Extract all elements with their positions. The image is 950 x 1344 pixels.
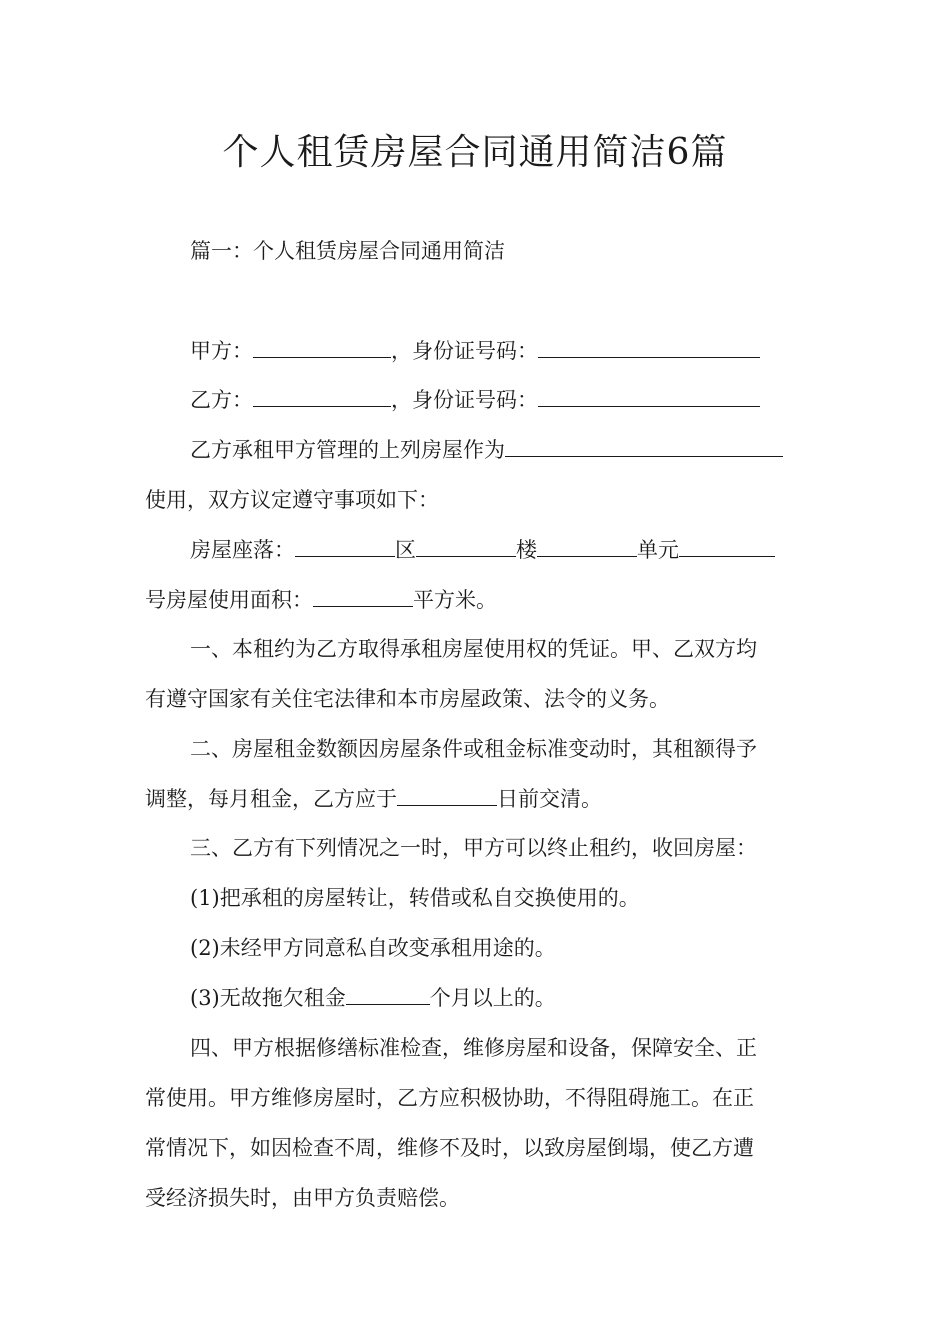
clause-2-line-1: 二、房屋租金数额因房屋条件或租金标准变动时，其租额得予 [190,737,757,761]
usage-line-2: 使用，双方议定遵守事项如下： [145,488,439,512]
arrears-text: (3)无故拖欠租金 [190,986,346,1010]
location-label: 房屋座落： [190,538,295,562]
arrears-months-blank [346,984,430,1005]
party-a-id-blank [538,337,760,358]
document-title: 个人租赁房屋合同通用简洁6篇 [222,132,728,173]
clause-3-item-2: (2)未经甲方同意私自改变承租用途的。 [190,936,556,960]
party-b-id-blank [538,386,760,407]
party-b-label: 乙方： [190,388,253,412]
clause-3-line-1: 三、乙方有下列情况之一时，甲方可以终止租约，收回房屋： [190,836,757,860]
room-number-blank [679,536,775,557]
clause-4-line-3: 常情况下，如因检查不周，维修不及时，以致房屋倒塌，使乙方遭 [145,1136,754,1160]
clause-3-item-3 [190,983,810,1013]
party-a-name-blank [253,337,391,358]
district-label: 区 [395,538,416,562]
area-unit: 平方米。 [413,588,497,612]
area-label: 号房屋使用面积： [145,588,313,612]
location-line-2 [145,585,810,615]
usage-text: 乙方承租甲方管理的上列房屋作为 [190,438,505,462]
rent-due-suffix: 日前交清。 [497,787,602,811]
building-blank [416,536,516,557]
area-blank [313,586,413,607]
unit-label: 单元 [637,538,679,562]
unit-blank [537,536,637,557]
clause-1-line-1: 一、本租约为乙方取得承租房屋使用权的凭证。甲、乙双方均 [190,637,757,661]
party-b-line [190,385,810,415]
location-line-1 [190,535,810,565]
party-a-id-label: ，身份证号码： [391,339,538,363]
arrears-suffix: 个月以上的。 [429,986,556,1010]
clause-4-line-1: 四、甲方根据修缮标准检查，维修房屋和设备，保障安全、正 [190,1036,757,1060]
district-blank [295,536,395,557]
section-heading: 篇一：个人租赁房屋合同通用简洁 [190,239,505,263]
clause-4-line-2: 常使用。甲方维修房屋时，乙方应积极协助，不得阻碍施工。在正 [145,1086,754,1110]
usage-blank [505,436,783,457]
usage-line-1 [190,435,810,465]
clause-4-line-4: 受经济损失时，由甲方负责赔偿。 [145,1186,460,1210]
party-a-line [190,336,810,366]
rent-due-day-blank [397,785,497,806]
building-label: 楼 [516,538,537,562]
rent-due-text: 调整，每月租金，乙方应于 [145,787,397,811]
clause-3-item-1: (1)把承租的房屋转让，转借或私自交换使用的。 [190,886,640,910]
party-b-name-blank [253,386,391,407]
clause-2-line-2 [145,784,810,814]
party-b-id-label: ，身份证号码： [391,388,538,412]
clause-1-line-2: 有遵守国家有关住宅法律和本市房屋政策、法令的义务。 [145,687,670,711]
party-a-label: 甲方： [190,339,253,363]
